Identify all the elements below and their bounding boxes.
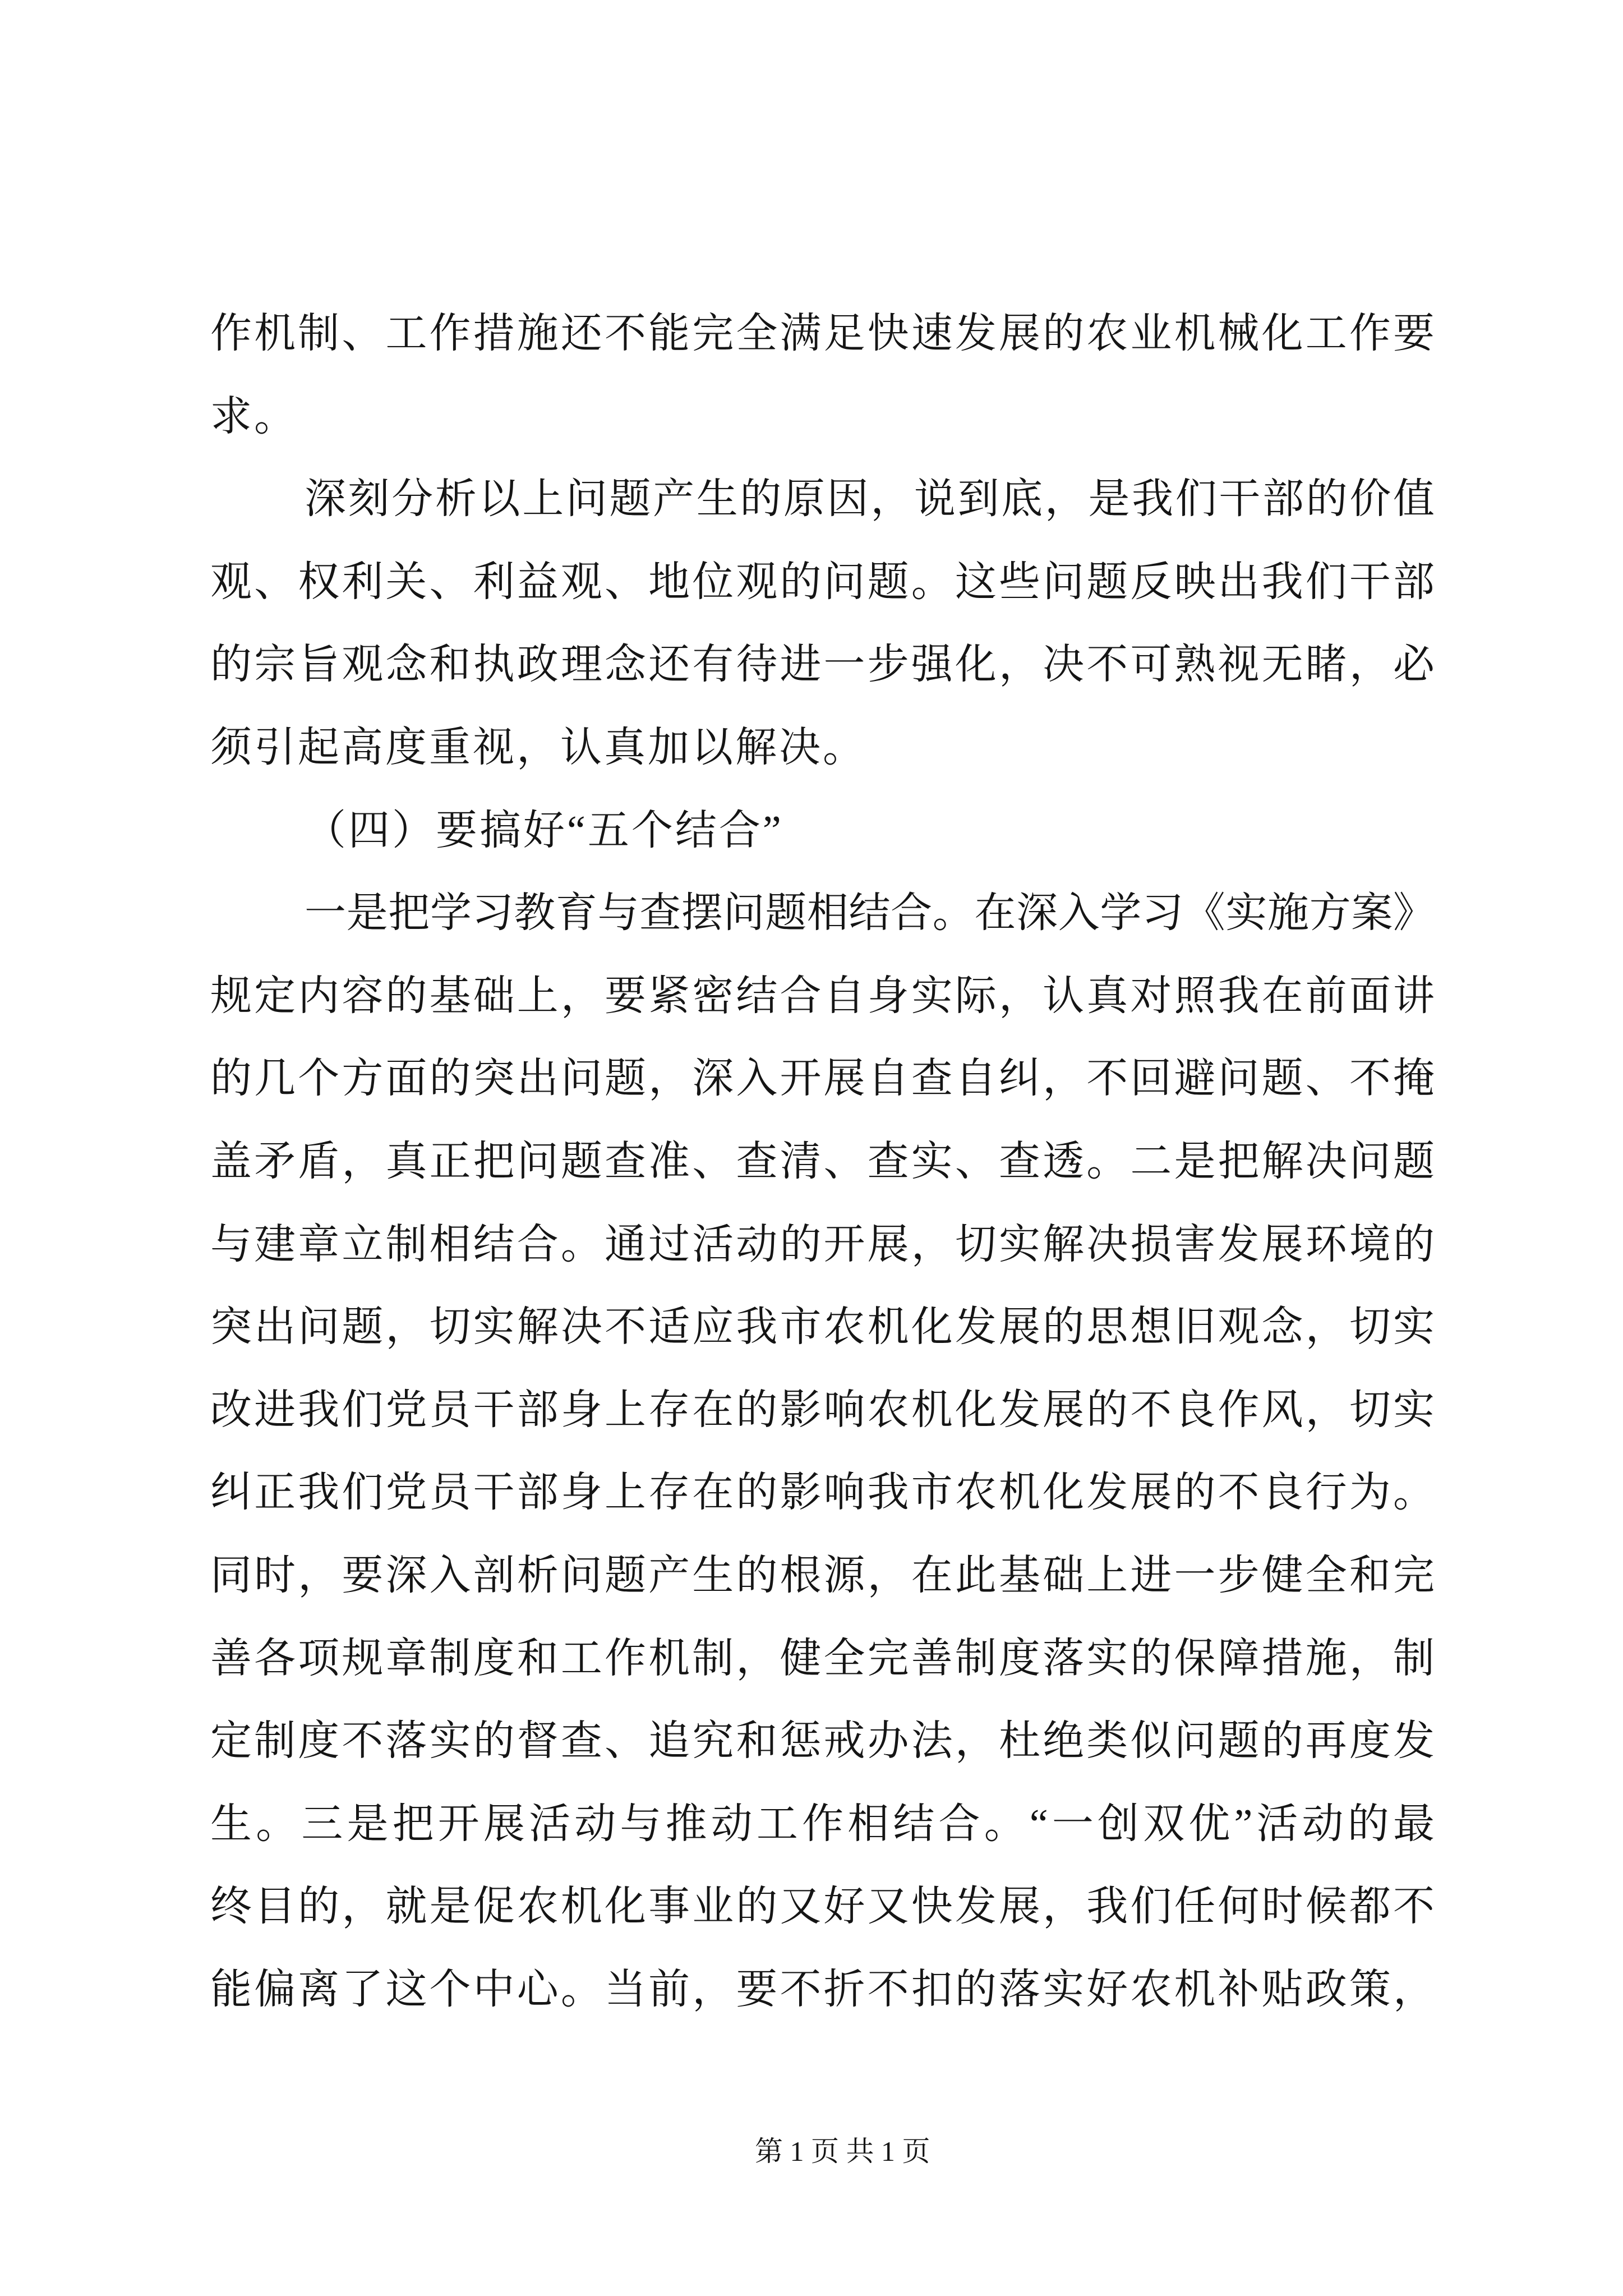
paragraph (210, 872, 1435, 2031)
paragraph (210, 458, 1435, 789)
section-heading (210, 790, 1435, 873)
body-line: 的几个方面的突出问题，深入开展自查自纠，不回避问题、不掩 (210, 1056, 1435, 1102)
body-line: 深刻分析以上问题产生的原因，说到底，是我们干部的价值 (305, 476, 1435, 523)
body-line: 一是把学习教育与查摆问题相结合。在深入学习《实施方案》 (305, 890, 1435, 937)
body-line: 纠正我们党员干部身上存在的影响我市农机化发展的不良行为。 (210, 1470, 1435, 1516)
body-line: 规定内容的基础上，要紧密结合自身实际，认真对照我在前面讲 (210, 973, 1435, 1019)
body-line: 能偏离了这个中心。当前，要不折不扣的落实好农机补贴政策， (210, 1966, 1435, 2013)
body-line: 终目的，就是促农机化事业的又好又快发展，我们任何时候都不 (210, 1884, 1435, 1930)
body-line: 观、权利关、利益观、地位观的问题。这些问题反映出我们干部 (210, 559, 1435, 605)
paragraph (210, 293, 1435, 458)
body-line: 作机制、工作措施还不能完全满足快速发展的农业机械化工作要 (210, 311, 1435, 357)
body-line: 突出问题，切实解决不适应我市农机化发展的思想旧观念，切实 (210, 1304, 1435, 1351)
section-heading-text: （四）要搞好“五个结合” (305, 807, 783, 854)
body-line: 的宗旨观念和执政理念还有待进一步强化，决不可熟视无睹，必 (210, 642, 1435, 688)
body-line: 同时，要深入剖析问题产生的根源，在此基础上进一步健全和完 (210, 1552, 1435, 1599)
body-line: 盖矛盾，真正把问题查准、查清、查实、查透。二是把解决问题 (210, 1138, 1435, 1185)
page-number-footer: 第 1 页 共 1 页 (755, 2136, 930, 2167)
document-body (210, 293, 1435, 2031)
body-line: 善各项规章制度和工作机制，健全完善制度落实的保障措施，制 (210, 1635, 1435, 1682)
body-line: 须引起高度重视，认真加以解决。 (210, 724, 866, 771)
body-line: 求。 (210, 393, 298, 440)
body-line: 定制度不落实的督查、追究和惩戒办法，杜绝类似问题的再度发 (210, 1718, 1435, 1765)
body-line: 改进我们党员干部身上存在的影响农机化发展的不良作风，切实 (210, 1387, 1435, 1433)
body-line: 生。三是把开展活动与推动工作相结合。“一创双优”活动的最 (210, 1801, 1435, 1847)
body-line: 与建章立制相结合。通过活动的开展，切实解决损害发展环境的 (210, 1221, 1435, 1268)
